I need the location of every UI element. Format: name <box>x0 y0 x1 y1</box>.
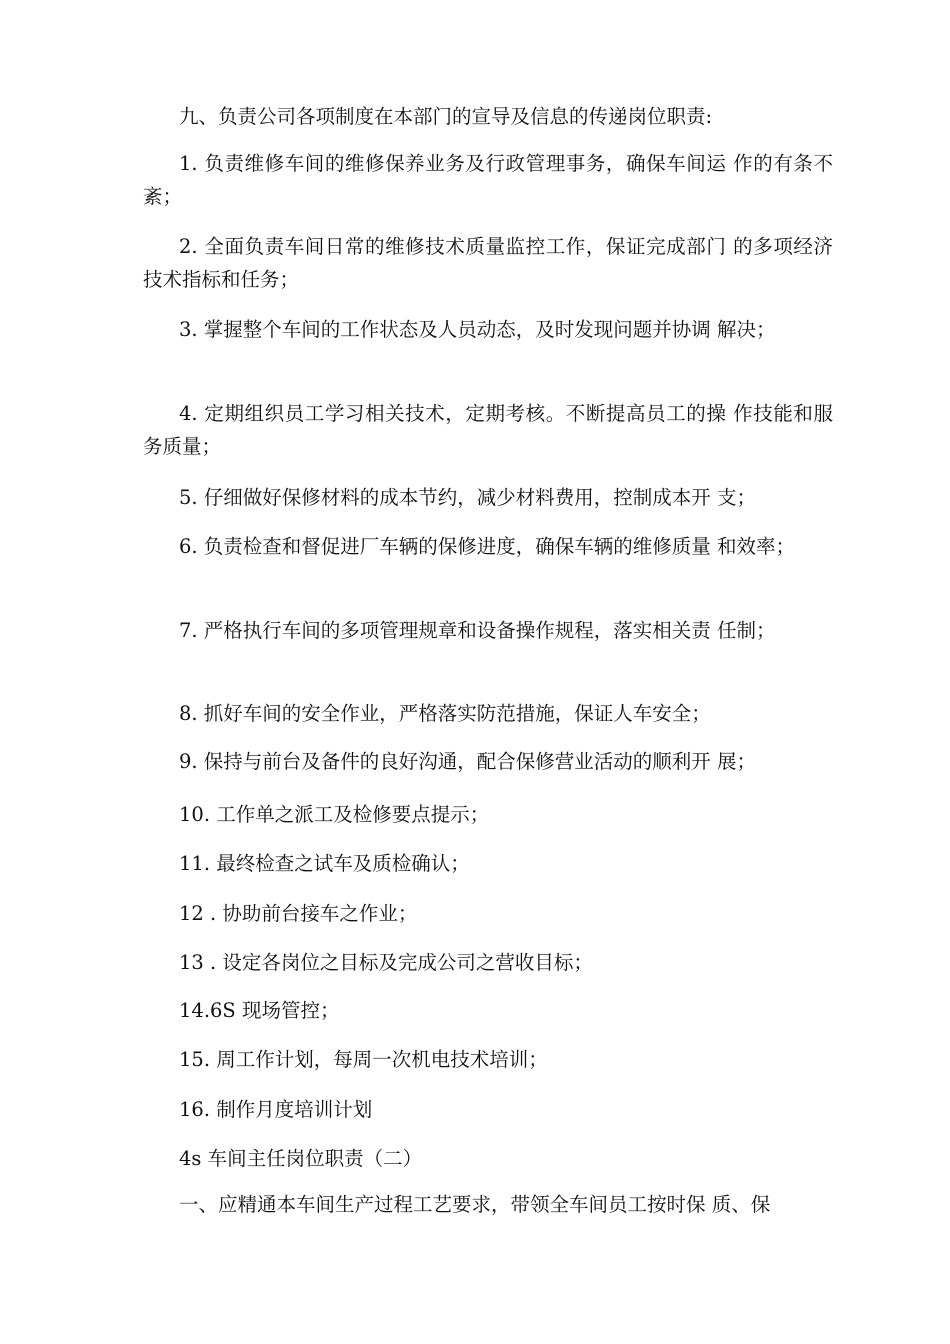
paragraph-item-12: 12 . 协助前台接车之作业； <box>179 902 418 925</box>
paragraph-item-11: 11. 最终检查之试车及质检确认； <box>179 852 470 875</box>
paragraph-item-3: 3. 掌握整个车间的工作状态及人员动态，及时发现问题并协调 解决； <box>179 318 776 341</box>
paragraph-item-9: 9. 保持与前台及备件的良好沟通，配合保修营业活动的顺利开 展； <box>179 750 757 773</box>
paragraph-item-15: 15. 周工作计划，每周一次机电技术培训； <box>179 1048 548 1071</box>
paragraph-item-7: 7. 严格执行车间的多项管理规章和设备操作规程，落实相关责 任制； <box>179 619 776 642</box>
paragraph-item-1: 1. 负责维修车间的维修保养业务及行政管理事务，确保车间运 作的有条不紊； <box>143 152 833 208</box>
paragraph-item-6: 6. 负责检查和督促进厂车辆的保修进度，确保车辆的维修质量 和效率； <box>179 535 796 558</box>
paragraph-item-10: 10. 工作单之派工及检修要点提示； <box>179 803 490 826</box>
paragraph-section-one: 一、应精通本车间生产过程工艺要求，带领全车间员工按时保 质、保 <box>179 1193 771 1216</box>
paragraph-item-13: 13 . 设定各岗位之目标及完成公司之营收目标； <box>179 951 593 974</box>
paragraph-item-16: 16. 制作月度培训计划 <box>179 1098 373 1121</box>
paragraph-section-nine: 九、负责公司各项制度在本部门的宣导及信息的传递岗位职责: <box>179 105 713 128</box>
paragraph-item-5: 5. 仔细做好保修材料的成本节约，减少材料费用，控制成本开 支； <box>179 486 757 509</box>
section-heading: 4s 车间主任岗位职责（二） <box>179 1147 423 1170</box>
paragraph-item-4: 4. 定期组织员工学习相关技术，定期考核。不断提高员工的操 作技能和服务质量； <box>143 402 833 458</box>
paragraph-item-8: 8. 抓好车间的安全作业，严格落实防范措施，保证人车安全； <box>179 702 711 725</box>
paragraph-item-14: 14.6S 现场管控； <box>179 999 340 1022</box>
paragraph-item-2: 2. 全面负责车间日常的维修技术质量监控工作，保证完成部门 的多项经济技术指标和任务； <box>143 235 833 291</box>
